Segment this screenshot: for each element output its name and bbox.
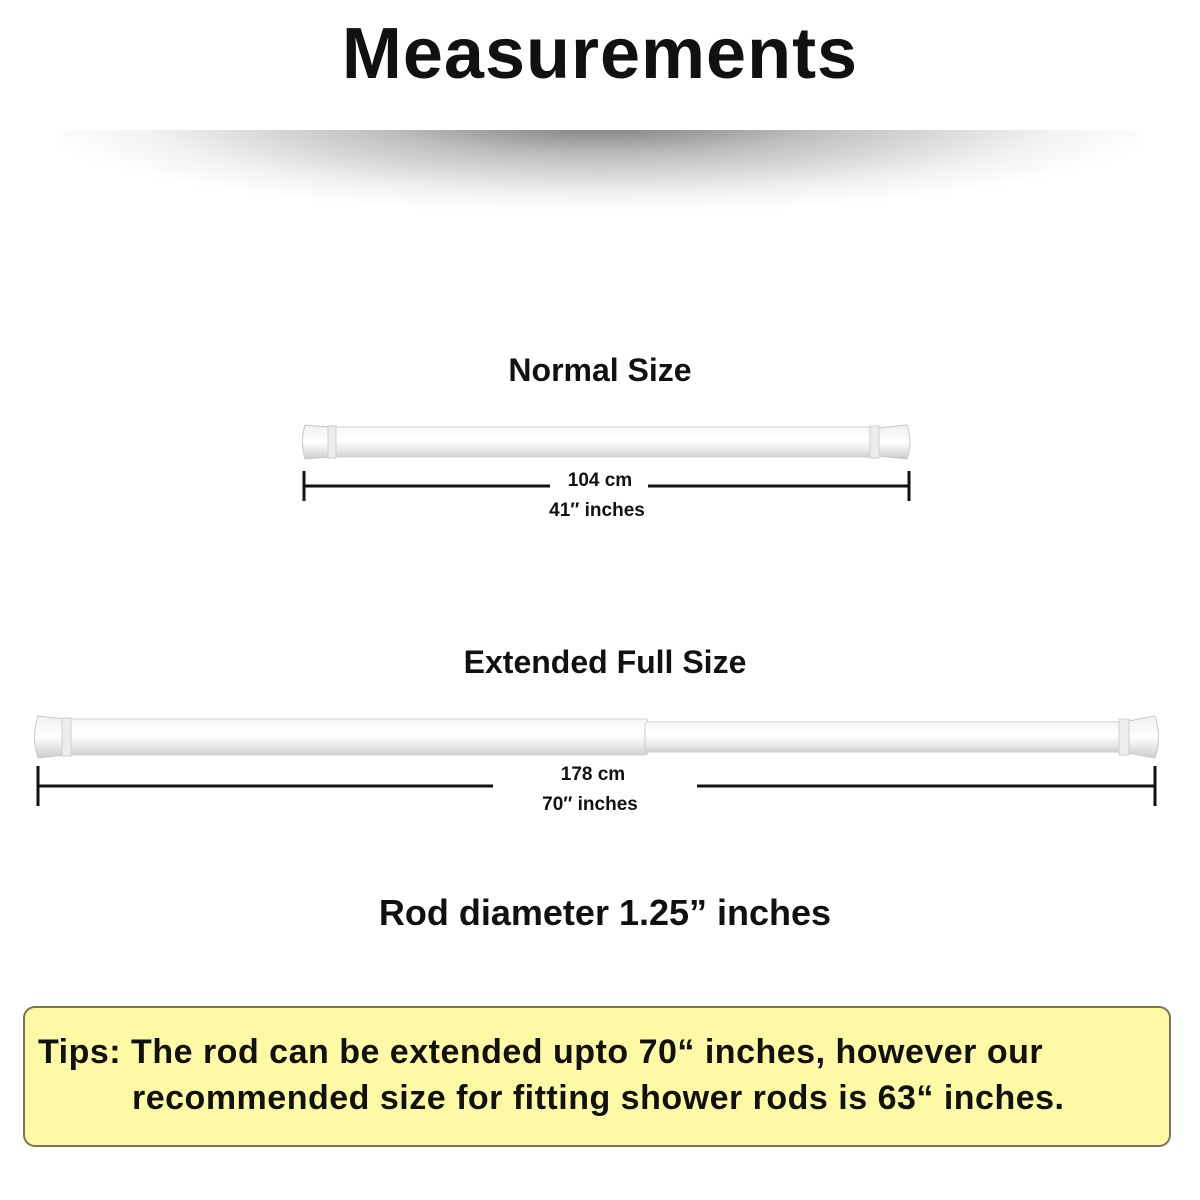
normal-rod: [303, 425, 911, 459]
extended-length-cm: 178 cm: [560, 764, 626, 785]
tips-line-1: Tips: The rod can be extended upto 70“ inches, however our: [38, 1033, 1044, 1071]
page-title: Measurements: [341, 14, 859, 94]
extended-length-inches: 70″ inches: [542, 794, 638, 815]
normal-length-cm: 104 cm: [567, 470, 633, 491]
tips-box: [23, 1006, 1171, 1147]
extended-rod: [35, 716, 1159, 758]
tips-line-2: recommended size for fitting shower rods is 63“ inches.: [132, 1079, 1065, 1117]
extended-size-heading: Extended Full Size: [463, 644, 747, 680]
normal-size-heading: Normal Size: [508, 352, 692, 388]
normal-length-inches: 41″ inches: [549, 500, 645, 521]
rod-diameter-text: Rod diameter 1.25” inches: [378, 892, 832, 933]
